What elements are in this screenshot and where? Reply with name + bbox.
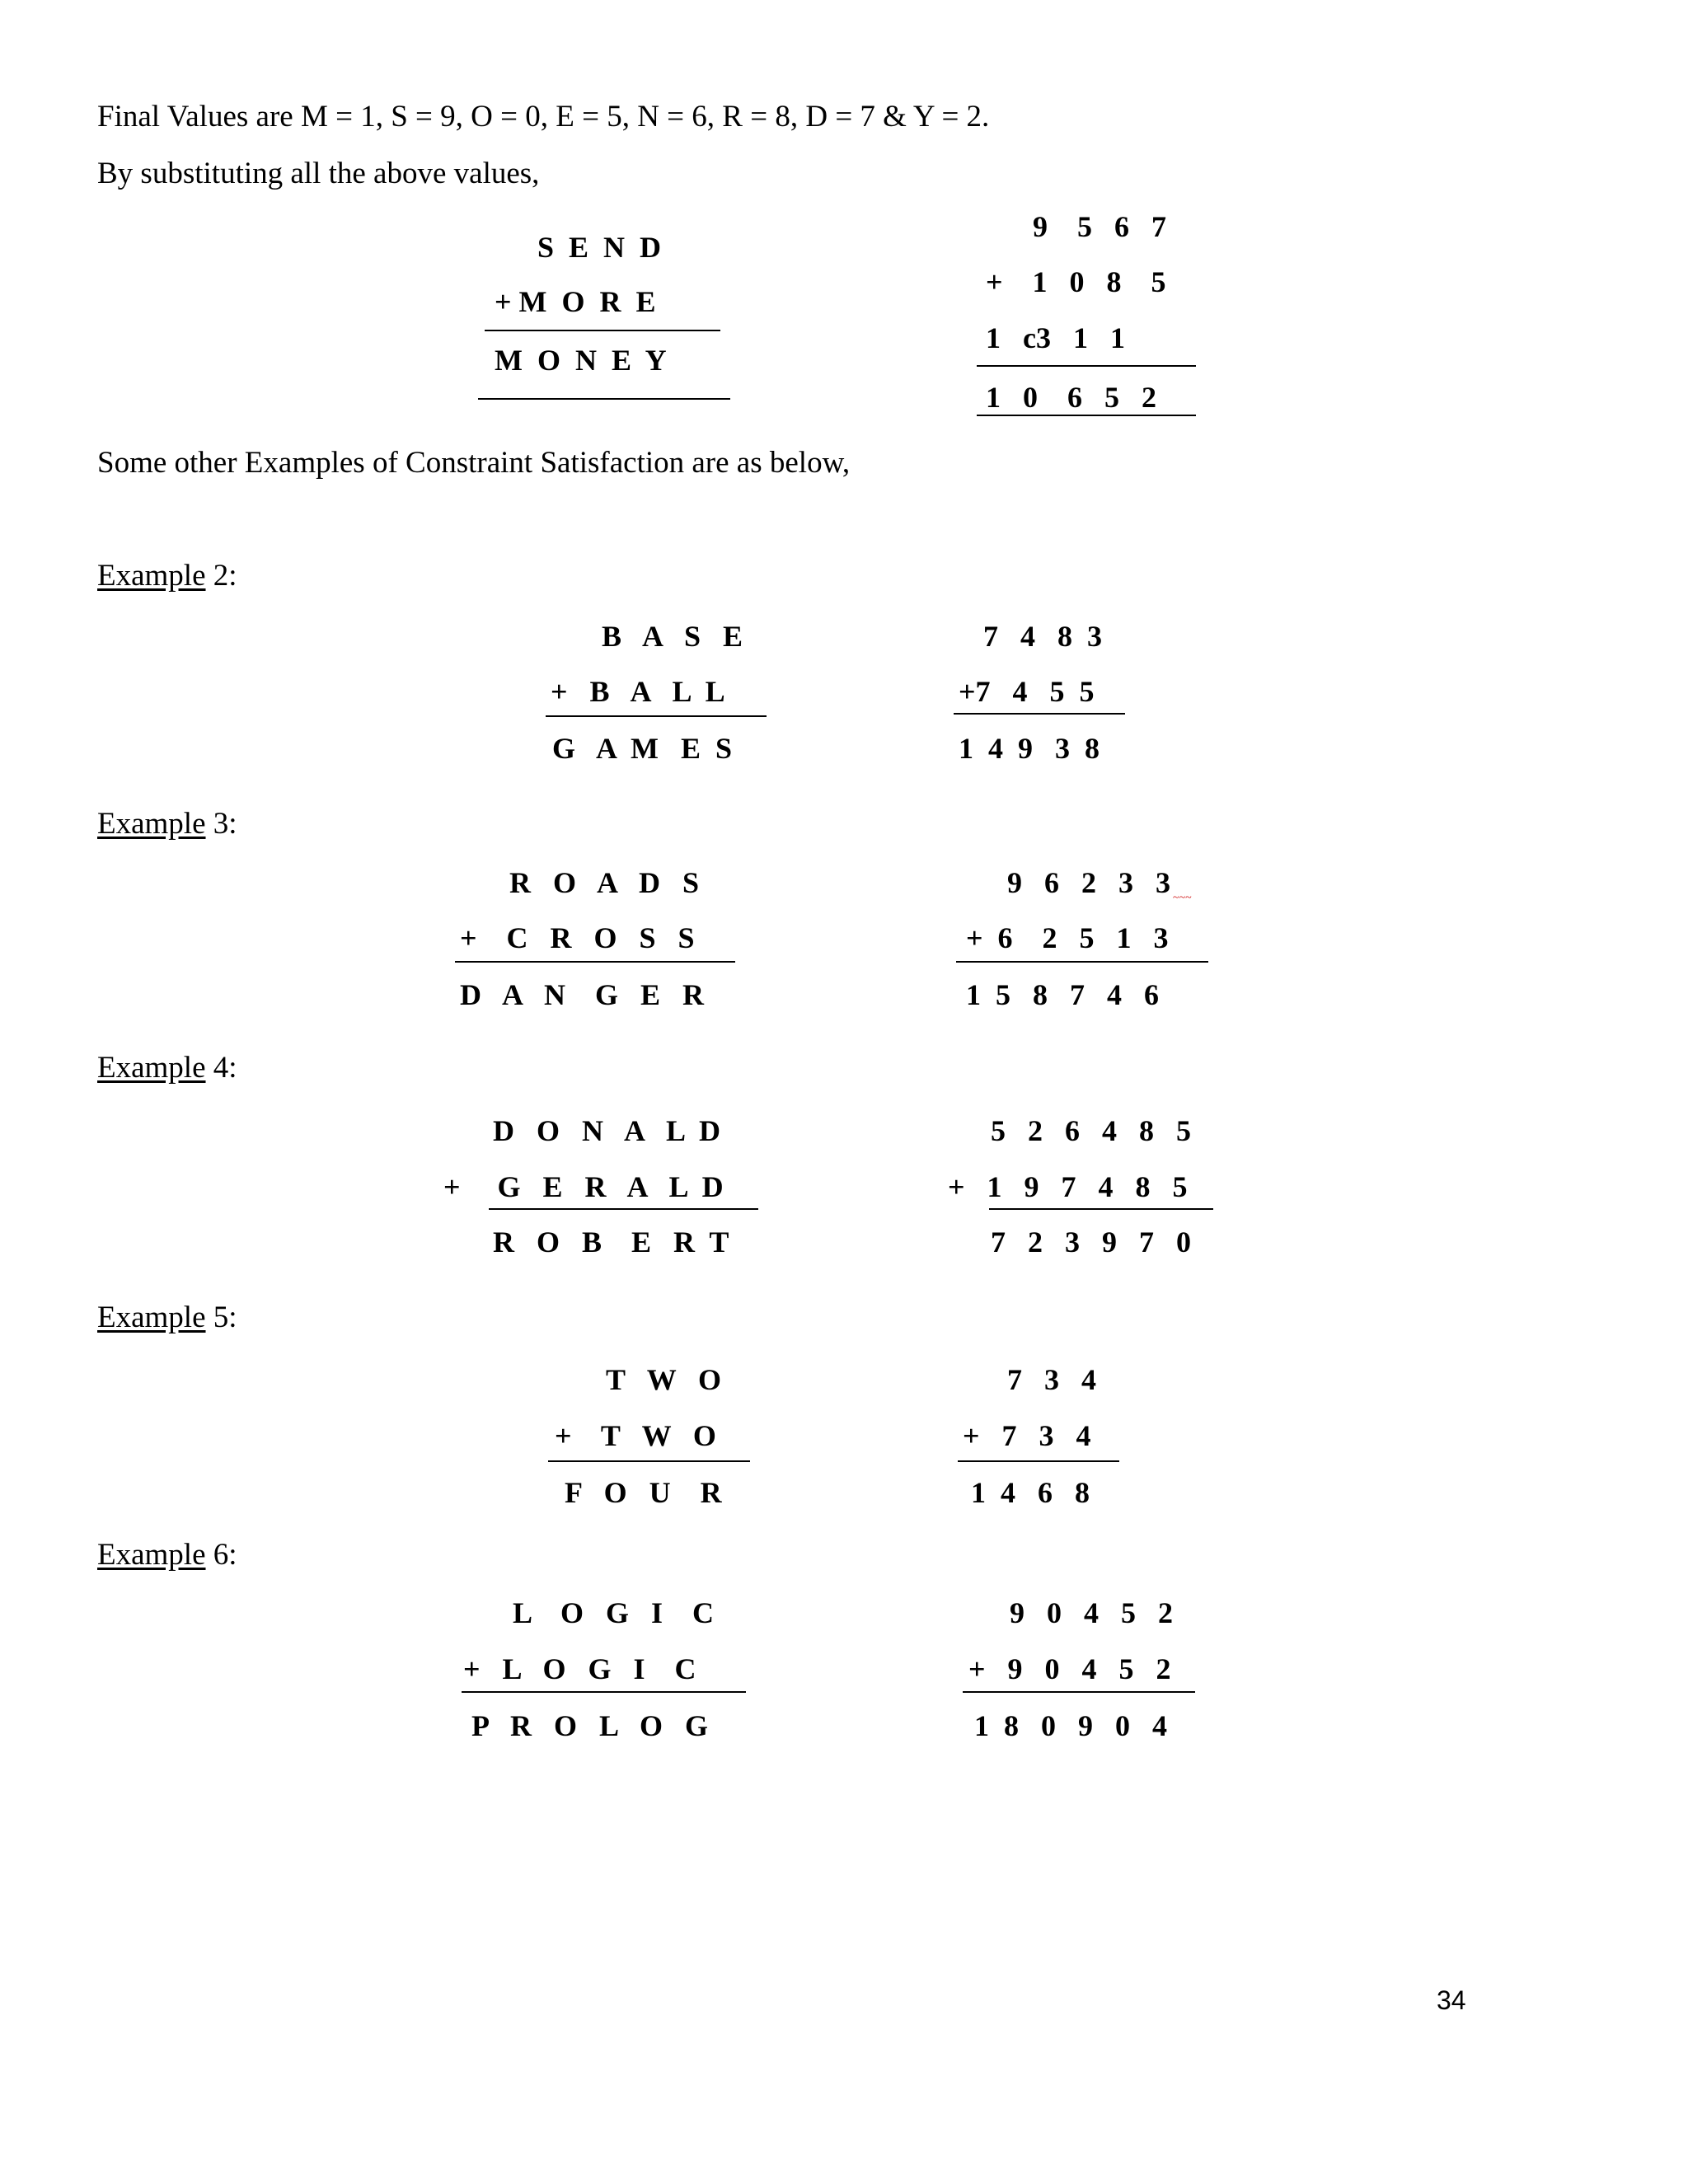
example-3-rule <box>455 961 735 963</box>
example-6-label <box>97 1537 237 1573</box>
example-number: 4: <box>213 1051 237 1085</box>
example-3-addend-1: R O A D S <box>509 866 700 899</box>
example-3-sum: D A N G E R <box>460 978 705 1011</box>
example-6-digits-2: + 9 0 4 5 2 <box>968 1652 1171 1685</box>
example-6-rule <box>462 1691 746 1693</box>
example-3-digits-rule <box>956 961 1208 963</box>
addend-2-letters: + M O R E <box>495 285 656 318</box>
example-label-word: Example <box>97 559 206 593</box>
example-3-digits-1: 9 6 2 3 3 <box>1007 866 1170 899</box>
example-label-word: Example <box>97 1301 206 1334</box>
example-label-word: Example <box>97 1538 206 1572</box>
sum-rule <box>485 330 720 331</box>
carry-digits: 1 c3 1 1 <box>986 321 1125 354</box>
example-2-addend-1: B A S E <box>602 620 743 653</box>
example-5-digits-sum: 1 4 6 8 <box>971 1476 1090 1509</box>
example-6-addend-1: L O G I C <box>513 1596 715 1629</box>
example-2-label <box>97 558 237 594</box>
example-4-digits-2: + 1 9 7 4 8 5 <box>948 1170 1188 1203</box>
example-5-label <box>97 1300 237 1336</box>
final-values-text: Final Values are M = 1, S = 9, O = 0, E = 5, N = 6, R = 8, D = 7 & Y = 2. <box>97 100 990 134</box>
sum-digits: 1 0 6 5 2 <box>986 381 1156 414</box>
example-label-word: Example <box>97 807 206 841</box>
example-number: 3: <box>213 807 237 841</box>
substituting-text: By substituting all the above values, <box>97 157 540 190</box>
example-4-sum: R O B E R T <box>493 1226 729 1258</box>
addend-1-digits: 9 5 6 7 <box>1033 210 1166 243</box>
example-label-word: Example <box>97 1051 206 1085</box>
example-5-addend-1: T W O <box>606 1363 722 1396</box>
example-number: 6: <box>213 1538 237 1572</box>
example-6-sum: P R O L O G <box>471 1709 709 1742</box>
example-number: 5: <box>213 1301 237 1334</box>
example-2-digits-sum: 1 4 9 3 8 <box>959 732 1100 765</box>
example-5-rule <box>548 1460 750 1462</box>
addend-1-letters: S E N D <box>537 231 662 264</box>
page-number: 34 <box>1437 1985 1466 2015</box>
example-5-digits-2: + 7 3 4 <box>963 1419 1091 1452</box>
example-4-digits-rule <box>989 1208 1213 1210</box>
example-number: 2: <box>213 559 237 593</box>
sum-rule <box>977 365 1196 367</box>
example-4-label <box>97 1050 237 1086</box>
example-4-digits-1: 5 2 6 4 8 5 <box>991 1114 1191 1147</box>
example-6-digits-rule <box>963 1691 1195 1693</box>
example-3-label <box>97 806 237 842</box>
bottom-rule <box>478 398 730 400</box>
example-5-sum: F O U R <box>565 1476 722 1509</box>
example-2-digits-rule <box>954 713 1125 715</box>
example-3-digits-sum: 1 5 8 7 4 6 <box>966 978 1159 1011</box>
example-4-rule <box>489 1208 758 1210</box>
example-4-addend-1: D O N A L D <box>493 1114 721 1147</box>
example-3-addend-2: + C R O S S <box>460 921 695 954</box>
example-2-sum: G A M E S <box>552 732 733 765</box>
example-6-digits-1: 9 0 4 5 2 <box>1010 1596 1173 1629</box>
example-4-digits-sum: 7 2 3 9 7 0 <box>991 1226 1191 1258</box>
example-5-addend-2: + T W O <box>555 1419 716 1452</box>
other-examples-text: Some other Examples of Constraint Satisfaction are as below, <box>97 446 851 480</box>
example-6-digits-sum: 1 8 0 9 0 4 <box>974 1709 1167 1742</box>
example-5-digits-rule <box>958 1460 1119 1462</box>
addend-2-digits: + 1 0 8 5 <box>986 265 1166 298</box>
sum-letters: M O N E Y <box>495 344 667 377</box>
example-6-addend-2: + L O G I C <box>463 1652 696 1685</box>
bottom-rule <box>977 415 1196 416</box>
example-2-addend-2: + B A L L <box>551 675 725 708</box>
example-2-digits-1: 7 4 8 3 <box>983 620 1102 653</box>
example-4-addend-2: + G E R A L D <box>443 1170 724 1203</box>
example-2-rule <box>546 715 767 717</box>
spellcheck-squiggle: ~~~ <box>1173 892 1192 904</box>
example-2-digits-2: +7 4 5 5 <box>959 675 1095 708</box>
example-3-digits-2: + 6 2 5 1 3 <box>966 921 1169 954</box>
example-5-digits-1: 7 3 4 <box>1007 1363 1096 1396</box>
